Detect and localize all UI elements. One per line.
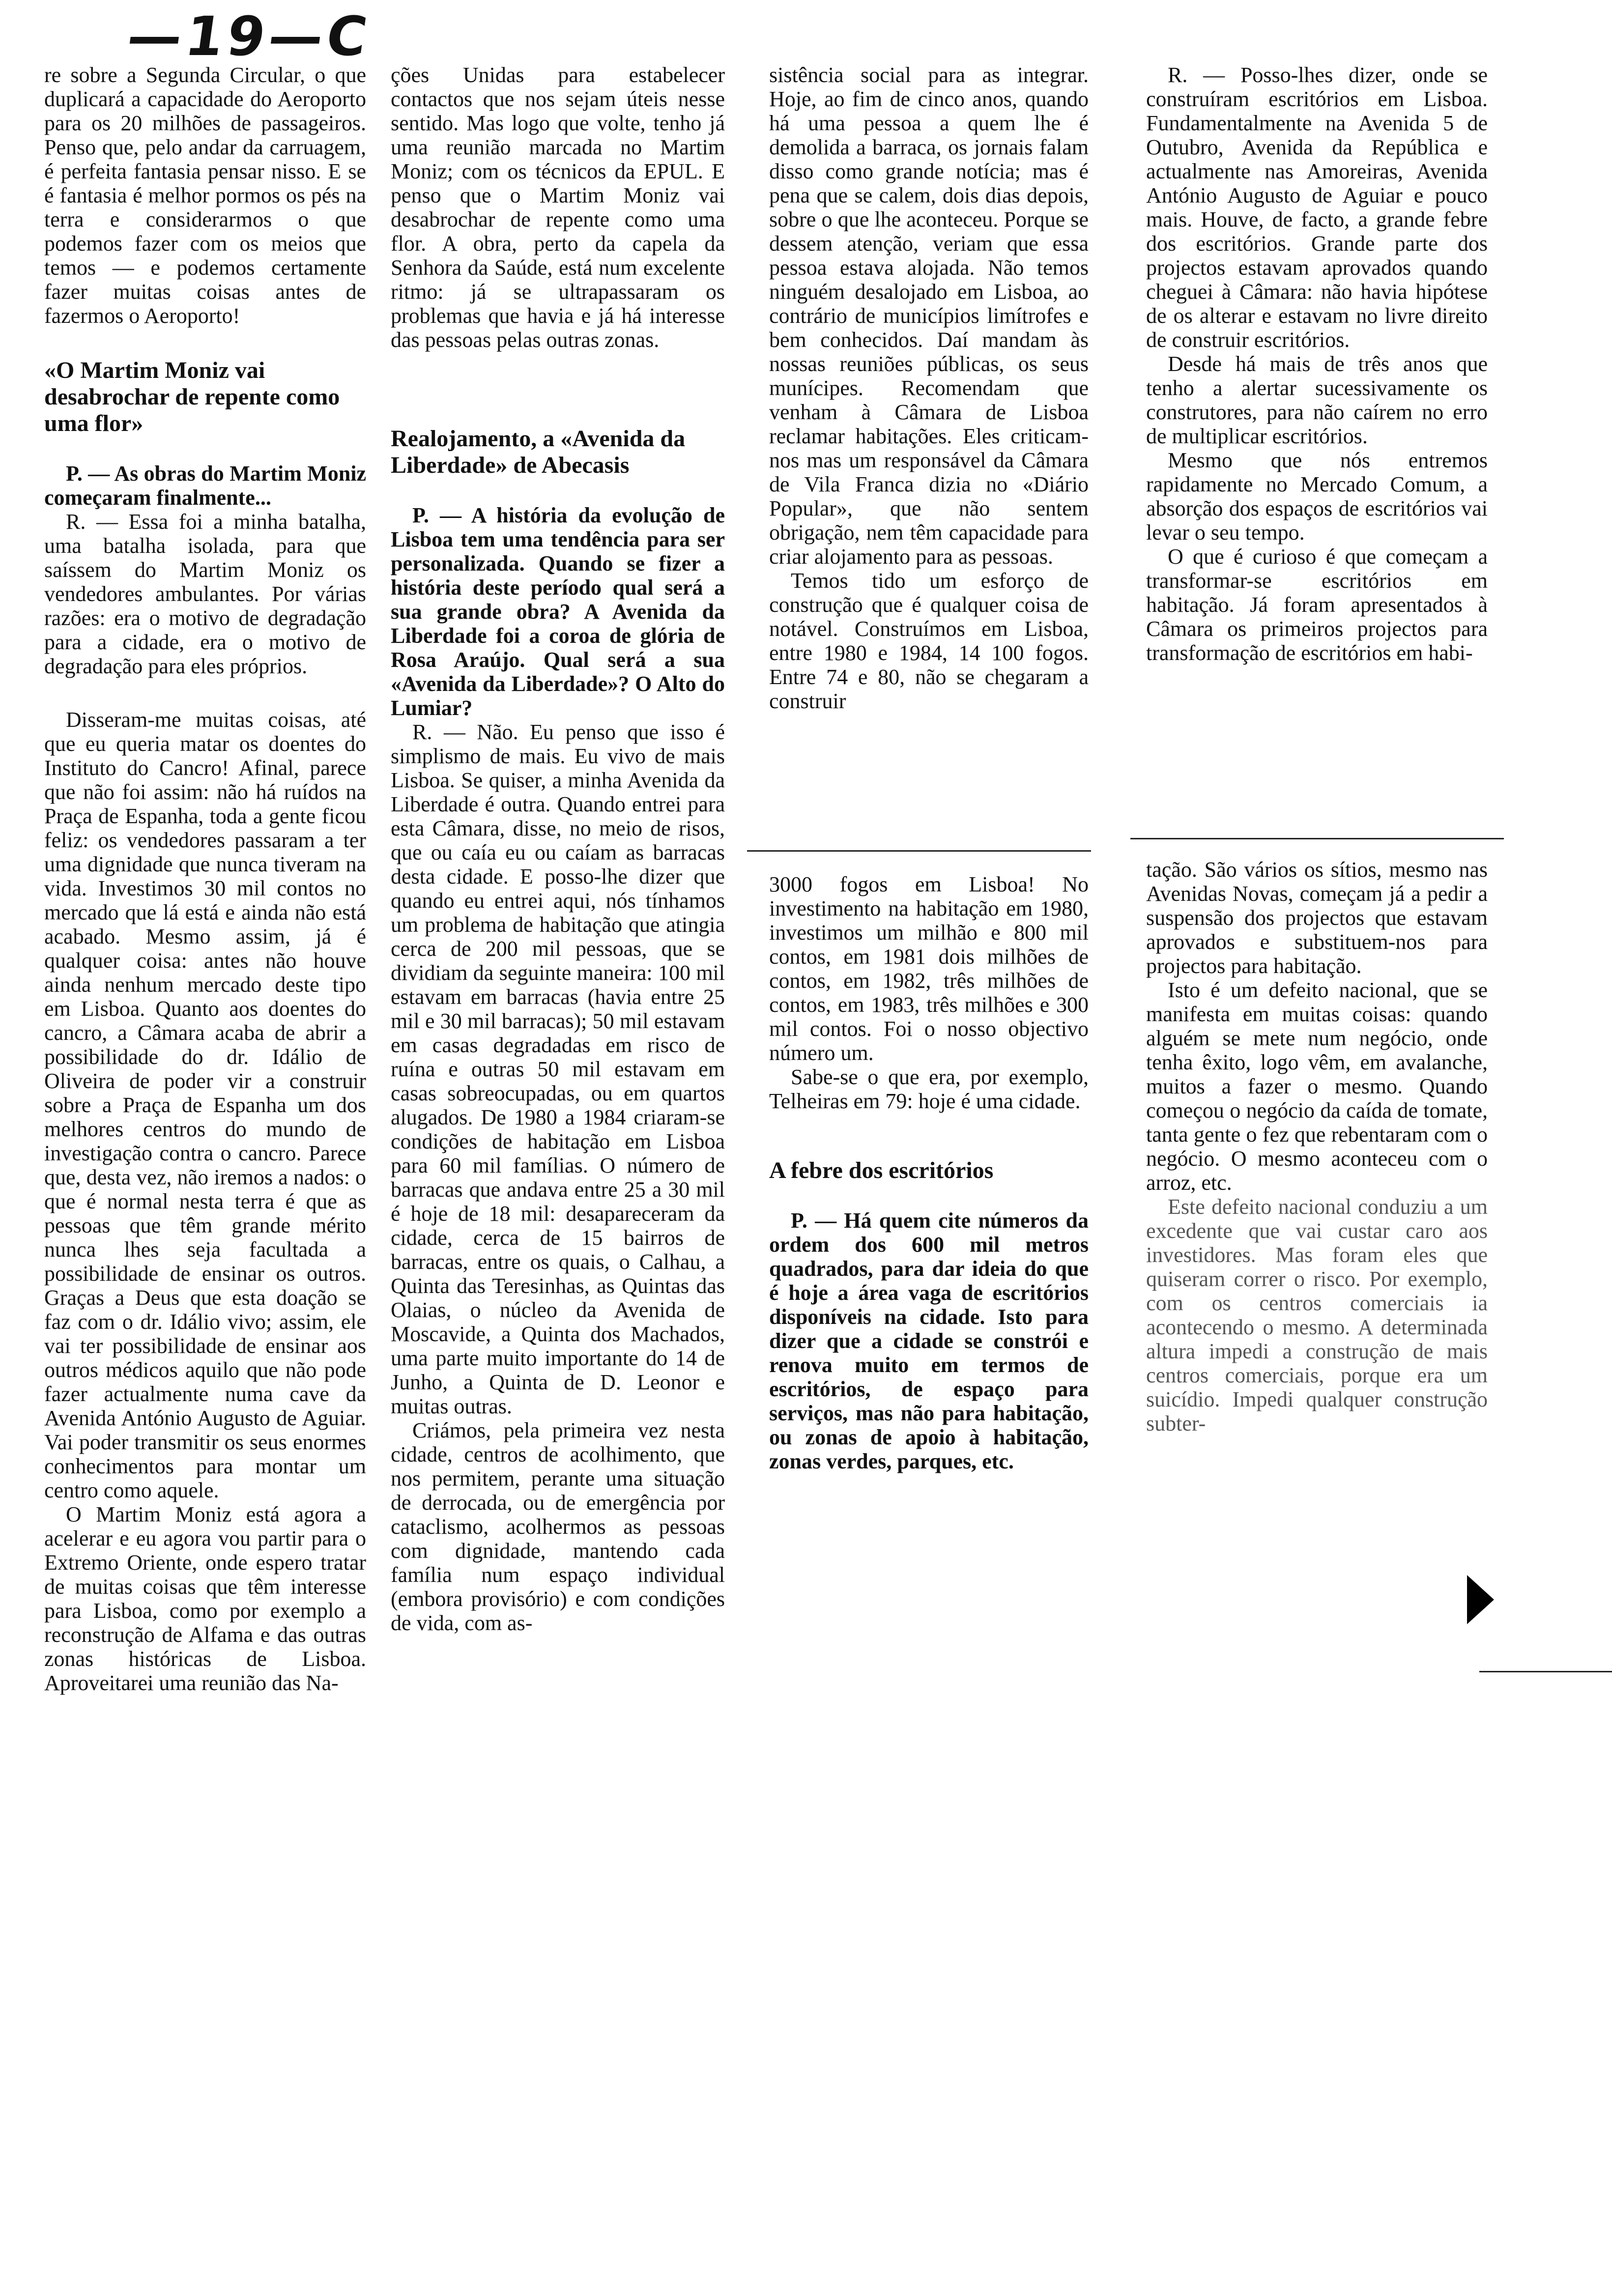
paragraph: re sobre a Segunda Circular, o que duplicará a capacidade do Aeroporto para os 20 milhões de passageiros. Penso que, pelo andar da carruagem, é perfeita fantasia pensar nisso. E se é fantasia é melhor pormos os pés na terra e considerarmos o que podemos fazer com os meios que temos — e podemos certamente fazer muitas coisas antes de fazermos o Aeroporto!	[44, 63, 366, 328]
section-heading: «O Martim Moniz vai desabrochar de repente como uma flor»	[44, 357, 340, 436]
answer-paragraph: R. — Não. Eu penso que isso é simplismo de mais. Eu vivo de mais Lisboa. Se quiser, a minha Avenida da Liberdade é outra. Quando entrei para esta Câmara, disse, no meio de risos, que ou caía eu ou caíam as barracas desta cidade. E posso-lhe dizer que quando eu entrei aqui, nós tínhamos um problema de habitação que atingia cerca de 200 mil pessoas, que se dividiam da seguinte maneira: 100 mil estavam em barracas (havia entre 25 mil e 30 mil barracas); 50 mil estavam em casas degradadas em risco de ruína e outras 50 mil estavam em casas sobreocupadas, ou em quartos alugados. De 1980 a 1984 criaram-se condições de habitação em Lisboa para 60 mil famílias. O número de barracas que andava entre 25 a 30 mil é hoje de 18 mil: desapareceram da cidade, cerca de 15 bairros de barracas, entre os quais, o Calhau, a Quinta das Teresinhas, as Quintas das Olaias, o núcleo da Avenida de Moscavide, a Quinta dos Machados, uma parte muito importante do 14 de Junho, a Quinta de D. Leonor e muitas outras.	[391, 720, 725, 1418]
column-3-bottom	[769, 872, 1089, 1473]
answer-paragraph: R. — Essa foi a minha batalha, uma batalha isolada, para que saíssem do Martim Moniz os vendedores ambulantes. Por várias razões: era o motivo de degradação para a cidade, era o motivo de degradação para eles próprios.	[44, 510, 366, 678]
paragraph: tação. São vários os sítios, mesmo nas Avenidas Novas, começam já a pedir a suspensão dos projectos que estavam aprovados e substituem-nos para projectos para habitação.	[1146, 858, 1488, 978]
paragraph: Este defeito nacional conduziu a um excedente que vai custar caro aos investidores. Mas foram eles que quiseram correr o risco. Por exemplo, com os centros comerciais ia acontecendo o mesmo. A determinada altura impedi a construção de mais centros comerciais, porque era um suicídio. Impedi qualquer construção subter-	[1146, 1195, 1488, 1435]
column-4-bottom	[1146, 858, 1488, 1435]
section-heading: Realojamento, a «Avenida da Liberdade» de Abecasis	[391, 426, 686, 478]
column-1	[44, 63, 366, 1695]
paragraph: Temos tido um esforço de construção que é qualquer coisa de notável. Construímos em Lisboa, entre 1980 e 1984, 14 100 fogos. Entre 74 e 80, não se chegaram a construir	[769, 569, 1089, 713]
column-divider-rule	[1130, 838, 1504, 839]
column-2	[391, 63, 725, 1635]
column-3-top	[769, 63, 1089, 713]
continued-arrow-icon	[1467, 1575, 1494, 1624]
paragraph: Desde há mais de três anos que tenho a alertar sucessivamente os construtores, para não caírem no erro de multiplicar escritórios.	[1146, 352, 1488, 448]
column-divider-rule	[747, 850, 1091, 852]
paragraph: ções Unidas para estabelecer contactos que nos sejam úteis nesse sentido. Mas logo que volte, tenho já uma reunião marcada no Martim Moniz; com os técnicos da EPUL. E penso que o Martim Moniz vai desabrochar de repente como uma flor. A obra, perto da capela da Senhora da Saúde, está num excelente ritmo: já se ultrapassaram os problemas que havia e já há interesse das pessoas pelas outras zonas.	[391, 63, 725, 352]
column-4-top	[1146, 63, 1488, 665]
paragraph: Sabe-se o que era, por exemplo, Telheiras em 79: hoje é uma cidade.	[769, 1065, 1089, 1113]
margin-rule	[1479, 1671, 1612, 1672]
paragraph: Criámos, pela primeira vez nesta cidade, centros de acolhimento, que nos permitem, perante uma situação de derrocada, ou de emergência por cataclismo, acolhermos as pessoas com dignidade, mantendo cada família num espaço individual (embora provisório) e com condições de vida, com as-	[391, 1418, 725, 1635]
question-paragraph: P. — Há quem cite números da ordem dos 600 mil metros quadrados, para dar ideia do que é hoje a área vaga de escritórios disponíveis na cidade. Isto para dizer que a cidade se constrói e renova muito em termos de escritórios, de espaço para serviços, mas não para habitação, ou zonas de apoio à habitação, zonas verdes, parques, etc.	[769, 1208, 1089, 1473]
paragraph: 3000 fogos em Lisboa! No investimento na habitação em 1980, investimos um milhão e 800 mil contos, em 1981 dois milhões de contos, em 1982, três milhões de contos, em 1983, três milhões e 300 mil contos. Foi o nosso objectivo número um.	[769, 872, 1089, 1065]
paragraph: Isto é um defeito nacional, que se manifesta em muitas coisas: quando alguém se mete num negócio, onde tenha êxito, logo vêm, em avalanche, muitos a fazer o mesmo. Quando começou o negócio da caída de tomate, tanta gente o fez que rebentaram com o negócio. O mesmo aconteceu com o arroz, etc.	[1146, 978, 1488, 1195]
paragraph: O que é curioso é que começam a transformar-se escritórios em habitação. Já foram apresentados à Câmara os primeiros projectos para transformação de escritórios em habi-	[1146, 545, 1488, 665]
question-paragraph: P. — A história da evolução de Lisboa tem uma tendência para ser personalizada. Quando se fizer a história deste período qual será a sua grande obra? A Avenida da Liberdade foi a coroa de glória de Rosa Araújo. Qual será a sua «Avenida da Liberdade»? O Alto do Lumiar?	[391, 503, 725, 720]
question-paragraph: P. — As obras do Martim Moniz começaram finalmente...	[44, 461, 366, 510]
paragraph: Disseram-me muitas coisas, até que eu queria matar os doentes do Instituto do Cancro! Afinal, parece que não foi assim: não há ruídos na Praça de Espanha, toda a gente ficou feliz: os vendedores passaram a ter uma dignidade que nunca tiveram na vida. Investimos 30 mil contos no mercado que lá está e ainda não está acabado. Mesmo assim, já é qualquer coisa: antes não houve ainda nenhum mercado deste tipo em Lisboa. Quanto aos doentes do cancro, a Câmara acaba de abrir a possibilidade do dr. Idálio de Oliveira de poder vir a construir sobre a Praça de Espanha um dos melhores centros do mundo de investigação contra o cancro. Parece que, desta vez, não iremos a nados: o que é normal nesta terra é que as pessoas que têm grande mérito nunca lhes seja facultada a possibilidade de ensinar os outros. Graças a Deus que esta doação se faz com o dr. Idálio vivo; assim, ele vai ter possibilidade de ensinar aos outros médicos aquilo que não pode fazer actualmente numa cave da Avenida António Augusto de Aguiar. Vai poder transmitir os seus enormes conhecimentos para montar um centro como aquele.	[44, 708, 366, 1502]
paragraph: sistência social para as integrar. Hoje, ao fim de cinco anos, quando há uma pessoa a quem lhe é demolida a barraca, os jornais falam disso como grande notícia; mas é pena que se calem, dois dias depois, sobre o que lhe aconteceu. Porque se dessem atenção, veriam que essa pessoa estava alojada. Não temos ninguém desalojado em Lisboa, ao contrário de municípios limítrofes e bem conhecidos. Daí mandam às nossas reuniões públicas, os seus munícipes. Recomendam que venham à Câmara de Lisboa reclamar habitações. Eles criticam-nos mas um responsável da Câmara de Vila Franca dizia no «Diário Popular», que não sentem obrigação, nem têm capacidade para criar alojamento para as pessoas.	[769, 63, 1089, 569]
answer-paragraph: R. — Posso-lhes dizer, onde se construíram escritórios em Lisboa. Fundamentalmente na Avenida 5 de Outubro, Avenida da República e actualmente nas Amoreiras, Avenida António Augusto de Aguiar e pouco mais. Houve, de facto, a grande febre dos escritórios. Grande parte dos projectos estavam aprovados quando cheguei à Câmara: não havia hipótese de os alterar e estavam no livre direito de construir escritórios.	[1146, 63, 1488, 352]
paragraph: O Martim Moniz está agora a acelerar e eu agora vou partir para o Extremo Oriente, onde espero tratar de muitas coisas que têm interesse para Lisboa, como por exemplo a reconstrução de Alfama e das outras zonas históricas de Lisboa. Aproveitarei uma reunião das Na-	[44, 1502, 366, 1695]
paragraph: Mesmo que nós entremos rapidamente no Mercado Comum, a absorção dos espaços de escritórios vai levar o seu tempo.	[1146, 448, 1488, 545]
section-heading: A febre dos escritórios	[769, 1157, 994, 1183]
handwritten-page-mark: —19—C	[123, 5, 375, 68]
